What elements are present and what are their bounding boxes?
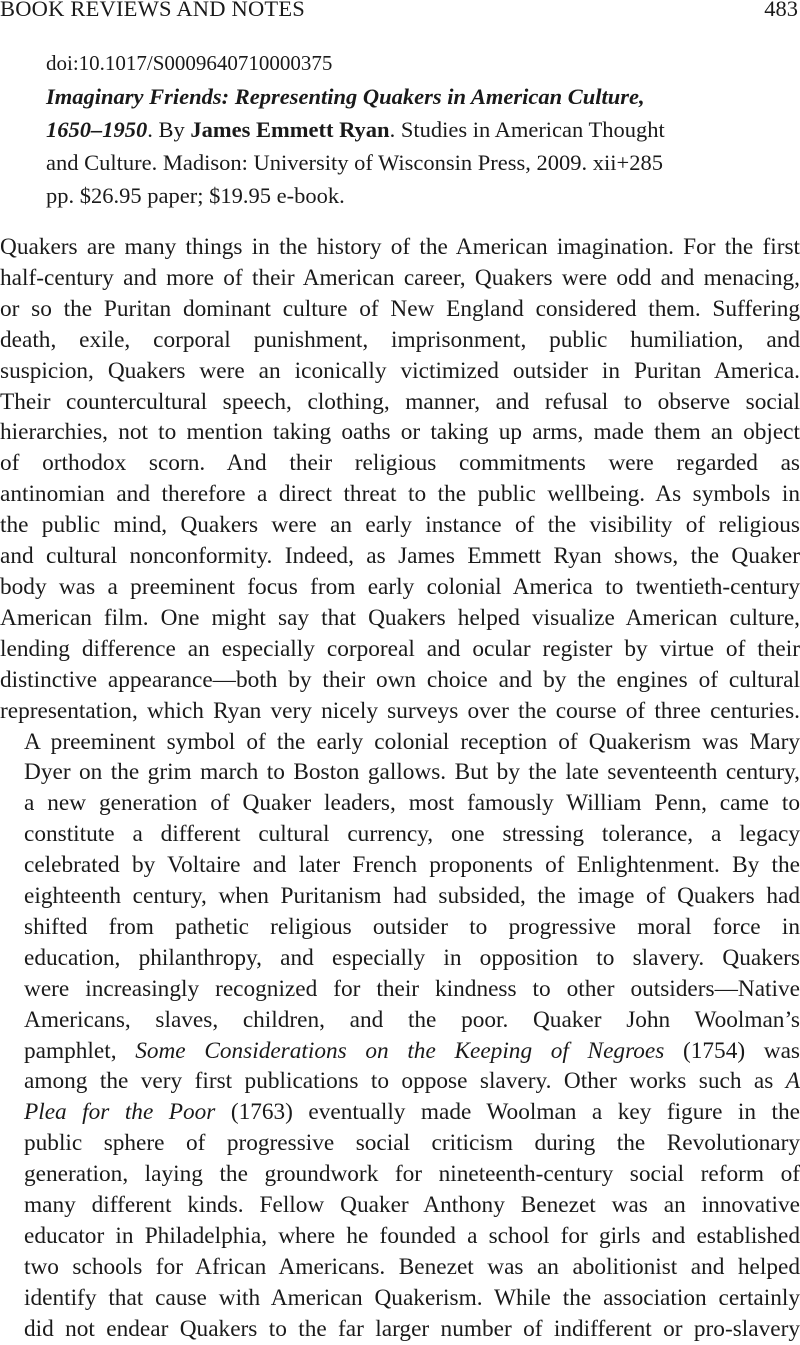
text-line <box>0 1036 800 1067</box>
text-line: American film. One might say that Quakers helped visualize American culture, <box>0 604 800 631</box>
text-line: Americans, slaves, children, and the poor. Quaker John Woolman’s <box>24 1006 800 1033</box>
section-title: BOOK REVIEWS AND NOTES <box>0 0 306 21</box>
series-text: . Studies in American Thought <box>389 117 665 142</box>
text-line: two schools for African Americans. Benezet was an abolitionist and helped <box>24 1253 800 1280</box>
work-title: Plea for the Poor <box>24 1099 216 1126</box>
price-line: pp. $26.95 paper; $19.95 e-book. <box>46 183 345 208</box>
text-line: or so the Puritan dominant culture of New England considered them. Suffering <box>0 295 800 322</box>
text-line: educator in Philadelphia, where he founded a school for girls and established <box>24 1223 800 1249</box>
author-name: James Emmett Ryan <box>190 117 390 142</box>
doi: doi:10.1017/S0009640710000375 <box>46 51 333 75</box>
text-line: shifted from pathetic religious outsider to progressive moral force in <box>24 913 800 940</box>
text-line: representation, which Ryan very nicely surveys over the course of three centuries. <box>0 697 800 724</box>
text-line: constitute a different cultural currency, one stressing tolerance, a legacy <box>24 821 800 848</box>
text-line: a new generation of Quaker leaders, most famously William Penn, came to <box>24 790 800 817</box>
text-line <box>0 1097 800 1128</box>
book-title-line <box>46 80 786 113</box>
text-line: Their countercultural speech, clothing, manner, and refusal to observe social <box>0 388 800 415</box>
title-author-line <box>46 113 786 146</box>
book-citation <box>46 47 786 212</box>
text-line: death, exile, corporal punishment, imprisonment, public humiliation, and <box>0 326 800 353</box>
text-line: were increasingly recognized for their kindness to other outsiders—Native <box>24 975 800 1002</box>
text-run: (1763) eventually made Woolman a key figure in the <box>215 1099 800 1126</box>
text-line: lending difference an especially corporeal and ocular register by virtue of their <box>0 635 800 662</box>
text-run: among the very first publications to oppose slavery. Other works such as <box>24 1068 786 1095</box>
text-line: body was a preeminent focus from early colonial America to twentieth-century <box>0 573 800 600</box>
text-line: and cultural nonconformity. Indeed, as James Emmett Ryan shows, the Quaker <box>0 543 800 570</box>
text-line: Dyer on the grim march to Boston gallows. But by the late seventeenth century, <box>24 759 800 786</box>
text-line: celebrated by Voltaire and later French proponents of Enlightenment. By the <box>24 852 800 879</box>
review-body <box>0 232 800 1345</box>
text-line: of orthodox scorn. And their religious commitments were regarded as <box>0 450 800 477</box>
text-line: many different kinds. Fellow Quaker Anthony Benezet was an innovative <box>24 1192 800 1219</box>
running-head <box>0 0 800 23</box>
text-line: education, philanthropy, and especially in opposition to slavery. Quakers <box>24 944 800 971</box>
text-line: hierarchies, not to mention taking oaths or taking up arms, made them an object <box>0 419 800 446</box>
paragraph-1 <box>0 232 800 727</box>
text-line: identify that cause with American Quakerism. While the association certainly <box>24 1284 800 1311</box>
text-line: A preeminent symbol of the early colonial reception of Quakerism was Mary <box>24 728 800 755</box>
text-line: half-century and more of their American career, Quakers were odd and menacing, <box>0 264 800 291</box>
text-line: eighteenth century, when Puritanism had subsided, the image of Quakers had <box>24 883 800 910</box>
text-line: the public mind, Quakers were an early instance of the visibility of religious <box>0 512 800 539</box>
publisher-line: and Culture. Madison: University of Wisconsin Press, 2009. xii+285 <box>46 150 663 175</box>
text-line: public sphere of progressive social criticism during the Revolutionary <box>24 1130 800 1157</box>
text-line: distinctive appearance—both by their own choice and by the engines of cultural <box>0 666 800 693</box>
book-title: Imaginary Friends: Representing Quakers in American Culture, <box>46 84 645 109</box>
text-run: (1754) was <box>664 1037 800 1064</box>
page-number: 483 <box>764 0 798 21</box>
text-line: generation, laying the groundwork for nineteenth-century social reform of <box>24 1161 800 1188</box>
text-line: suspicion, Quakers were an iconically victimized outsider in Puritan America. <box>0 357 800 384</box>
by-text: . By <box>147 117 191 142</box>
text-line: Quakers are many things in the history of the American imagination. For the first <box>0 234 800 260</box>
text-run: pamphlet, <box>24 1037 136 1064</box>
work-title-part: A <box>785 1068 800 1095</box>
paragraph-2 <box>0 727 800 1345</box>
book-title-years: 1650–1950 <box>46 117 148 142</box>
text-line: did not endear Quakers to the far larger number of indifferent or pro-slavery <box>24 1315 800 1342</box>
pamphlet-title: Some Considerations on the Keeping of Negroes <box>135 1037 665 1064</box>
text-line: antinomian and therefore a direct threat to the public wellbeing. As symbols in <box>0 481 800 508</box>
text-line <box>0 1066 800 1097</box>
